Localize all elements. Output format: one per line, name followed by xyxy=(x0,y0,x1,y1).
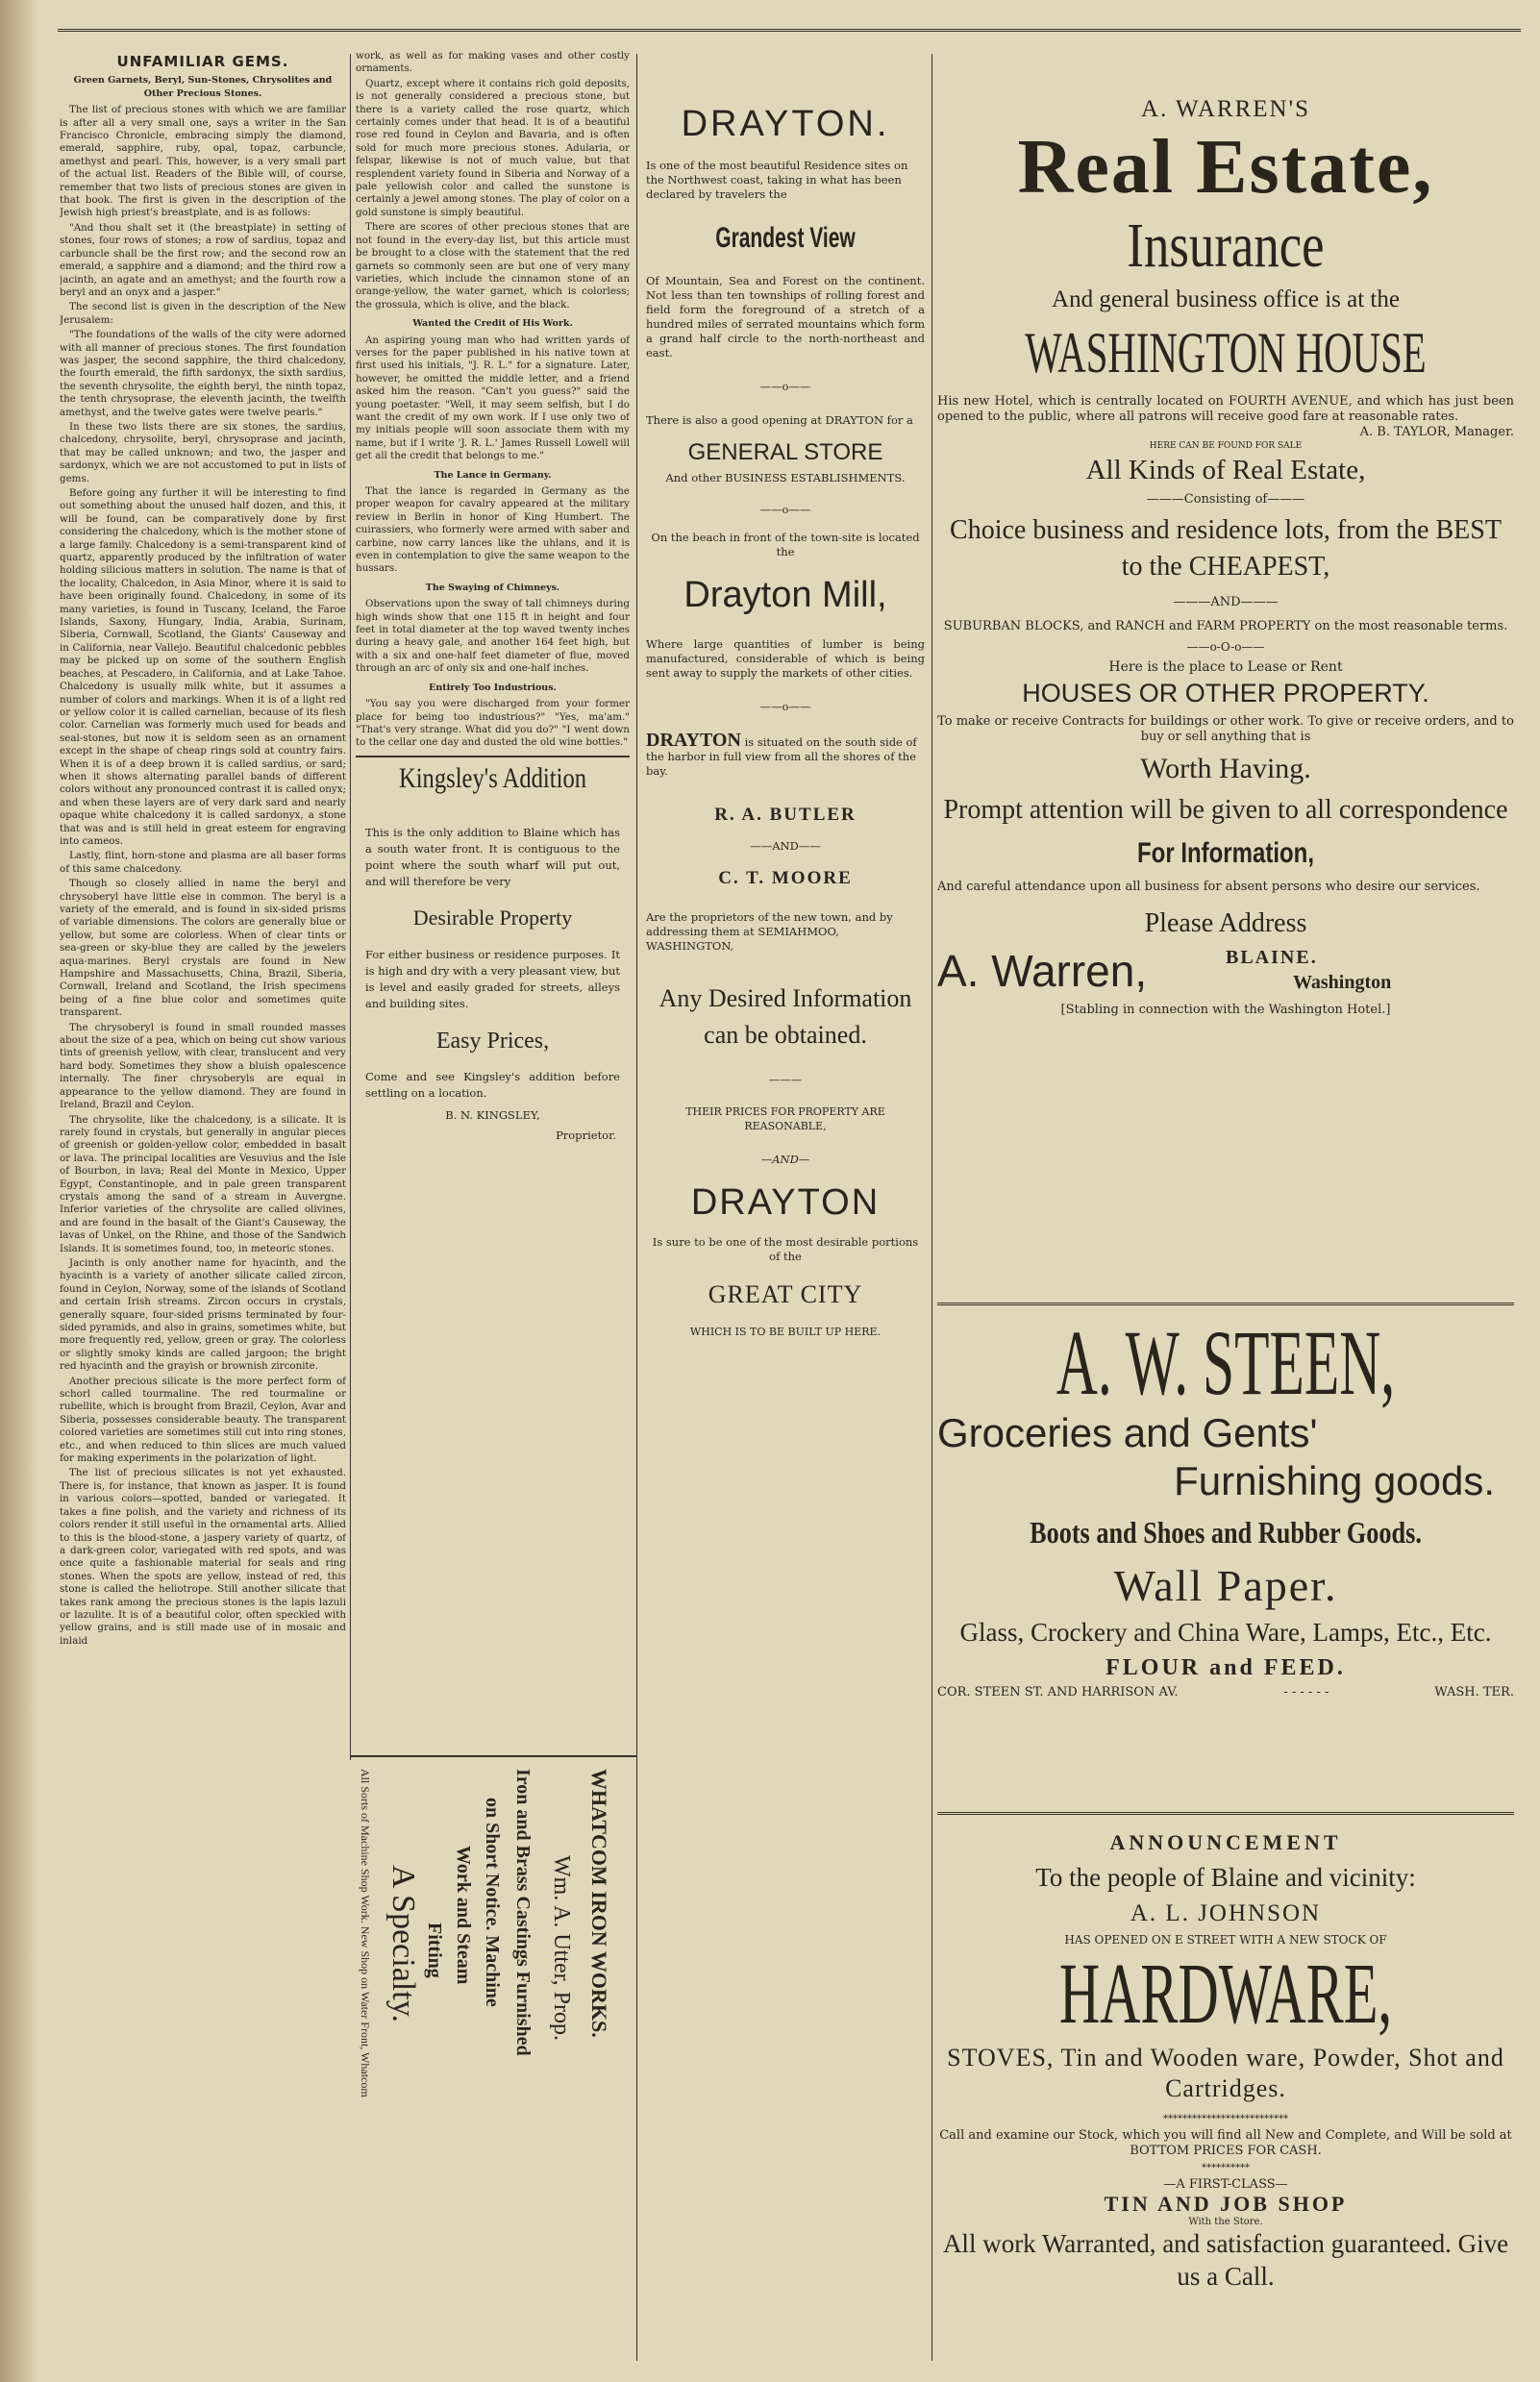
article-paragraph: "The foundations of the walls of the city were adorned with all manner of precious stones. The first foundation was jasper, the second sapphire, the third chalcedony, the fourth emerald, the fifth sardonyx, the sixth sardius, the seventh chrysolite, the eighth beryl, the ninth topaz, the tenth chrysoprase, the eleventh jacinth, the twelfth amethyst, and the twelve gates were twelve pearls." xyxy=(60,329,346,418)
and-separator: ——AND—— xyxy=(750,839,821,853)
warren-contracts: To make or receive Contracts for buildings or other work. To give or receive orders, and to buy or sell anything that is xyxy=(937,714,1514,744)
warren-houses: HOUSES OR OTHER PROPERTY. xyxy=(1022,679,1429,707)
kingsley-role: Proprietor. xyxy=(556,1128,616,1142)
column-rule-1 xyxy=(350,54,351,1760)
kingsley-desirable: Desirable Property xyxy=(412,905,573,930)
article-paragraph: The list of precious silicates is not yet exhausted. There is, for instance, that known as jasper. It is found in various colors—spotted, banded or variegated. It takes a fine polish, and the variety and richness of its colors render it still useful in the ornamental arts. Allied to this is the blood-stone, a jaspery variety of quartz, of a dark-green color, variegated with red spots, and was once quite a fashionable material for seals and ring stones. When the spots are yellow, instead of red, this stone is called the heliotrope. Still another silicate that takes rank among the precious stones is the lapis lazuli or lazulite. It is of a beautiful color, often speckled with yellow grains, and is still made use of in mosaic and inlaid xyxy=(60,1467,346,1647)
johnson-first-class: —A FIRST-CLASS— xyxy=(1163,2177,1288,2192)
drayton-proprietors: Are the proprietors of the new town, and by addressing them at SEMIAHMOO, WASHINGTON, xyxy=(646,910,893,953)
drayton-sure: Is sure to be one of the most desirable portions of the xyxy=(652,1235,919,1263)
warren-here: HERE CAN BE FOUND FOR SALE xyxy=(1149,441,1303,451)
article-paragraph: Before going any further it will be interesting to find out something about the unused half dozen, and this, it will be found, can be comparatively done by first considering the chalcedony, which is the mother stone of a large family. Chalcedony is a semi-transparent kind of quartz, apparently produced by the infiltration of water holding silicious matters in solution. The name is that of the locality, Chalcedon, in Asia Minor, where it is said to have been originally found. Chalcedony, in some of its many varieties, is found in Tuscany, Iceland, the Faroe Islands, Saxony, Hungary, India, Arabia, Surinam, Siberia, Cornwall, Scotland, the Giants' Causeway and in California, near Vallejo. Beautiful chalcedonic pebbles may be picked up on some of the southern English beaches, at Pescadero, in California, and at Lake Tahoe. Chalcedony is usually milk white, but it assumes a number of colors and markings. When it is of a light red or yellow color it is called carnelian, because of its flesh color. Carnelian was formerly much used for beads and seal-stones, but now it is seldom seen as an ornament except in the shape of cheap rings sold at country fairs. When it is of a deep brown it is called sardius, or sard; when it shows alternating parallel bands of different colors without any pronounced contrast it is called onyx; and when these layers are of very dark sard and nearly opaque white chalcedony it is called sardonyx, a stone that was and is still held in great esteem for engraving into cameos. xyxy=(60,487,346,847)
whatcom-fitting: Fitting xyxy=(424,1923,445,1978)
drayton-mill: Drayton Mill, xyxy=(683,575,887,615)
johnson-stoves: STOVES, Tin and Wooden ware, Powder, Shot and Cartridges. xyxy=(947,2044,1504,2102)
and-separator: —AND— xyxy=(760,1153,810,1166)
drayton-ad xyxy=(642,50,929,2367)
article-paragraph: The chrysolite, like the chalcedony, is a silicate. It is rarely found in crystals, but generally in angular pieces of greenish or golden-yellow color, embedded in basalt or lava. The principal localities are Vesuvius and the Isle of Bourbon, in lava; Real del Monte in Mexico, Upper Egypt, Constantinople, and in pale green transparent crystals among the sand of a stream in Auvergne. Inferior varieties of the chrysolite are called olivines, and are found in the basalt of the Giant's Causeway, the lavas of Unkel, on the Rhine, and those of the Sandwich Islands. It is sometimes found, too, in meteoric stones. xyxy=(60,1113,346,1254)
moore-name: C. T. MOORE xyxy=(718,868,853,888)
stars-rule: ********** xyxy=(1202,2163,1250,2173)
whatcom-footer: All Sorts of Machine Shop Work. New Shop on Water Front, Whatcom xyxy=(359,1769,372,2097)
warren-general: And general business office is at the xyxy=(1052,286,1400,312)
warren-hotel: His new Hotel, which is centrally located on FOURTH AVENUE, and which has just been opened to the public, where all patrons will receive good fare at reasonable rates. xyxy=(937,394,1514,424)
kingsley-name: B. N. KINGSLEY, xyxy=(445,1107,540,1122)
article-subtitle: Green Garnets, Beryl, Sun-Stones, Chrysolites and Other Precious Stones. xyxy=(73,75,333,99)
separator: ——o—— xyxy=(759,380,811,393)
warren-place: Here is the place to Lease or Rent xyxy=(1108,659,1343,675)
whatcom-castings: Iron and Brass Castings Furnished xyxy=(512,1769,534,2056)
article-paragraph: Lastly, flint, horn-stone and plasma are all baser forms of this same chalcedony. xyxy=(60,850,346,875)
drayton-other: And other BUSINESS ESTABLISHMENTS. xyxy=(665,471,906,484)
ad-rule xyxy=(937,1812,1514,1815)
warren-choice: Choice business and residence lots, from the BEST to the CHEAPEST, xyxy=(950,515,1502,582)
steen-wash-ter: WASH. TER. xyxy=(1434,1685,1514,1700)
warren-careful: And careful attendance upon all business for absent persons who desire our services. xyxy=(937,880,1480,894)
drayton-mountain: Of Mountain, Sea and Forest on the continent. Not less than ten townships of rolling forest and field form the foreground of a stretch of a hundred miles of serrated mountains which form a grand half circle to the north-northeast and east. xyxy=(646,274,925,360)
johnson-warranted: All work Warranted, and satisfaction guaranteed. Give us a Call. xyxy=(942,2229,1509,2291)
johnson-name: A. L. JOHNSON xyxy=(1130,1900,1322,1926)
article-heading-credit: Wanted the Credit of His Work. xyxy=(412,318,573,330)
kingsley-intro: This is the only addition to Blaine which has a south water front. It is contiguous to the point where the south wharf will put out, and will therefore be very xyxy=(365,825,620,888)
warren-washington-house: WASHINGTON HOUSE xyxy=(1025,321,1427,385)
drayton-opening: There is also a good opening at DRAYTON for a xyxy=(646,413,913,427)
page-binding-shadow xyxy=(0,0,38,2382)
top-border-rule xyxy=(58,29,1521,32)
warren-top: A. WARREN'S xyxy=(1140,96,1311,122)
and-separator: ———AND——— xyxy=(1173,595,1279,609)
kingsley-ad xyxy=(356,761,630,1144)
johnson-announcement: ANNOUNCEMENT xyxy=(1109,1830,1342,1854)
kingsley-easy-prices: Easy Prices, xyxy=(435,1028,550,1054)
drayton-general-store: GENERAL STORE xyxy=(687,439,883,465)
drayton-which: WHICH IS TO BE BUILT UP HERE. xyxy=(689,1326,882,1338)
kingsley-come: Come and see Kingsley's addition before settling on a location. xyxy=(365,1069,620,1100)
whatcom-iron-works-ad xyxy=(356,1759,630,2355)
steen-boots: Boots and Shoes and Rubber Goods. xyxy=(1030,1515,1422,1550)
whatcom-proprietor: Wm. A. Utter, Prop. xyxy=(549,1855,574,2042)
warren-suburban: SUBURBAN BLOCKS, and RANCH and FARM PROPERTY on the most reasonable terms. xyxy=(943,619,1508,633)
article-paragraph: Observations upon the sway of tall chimneys during high winds show that one 115 ft in height and four feet in total diameter at the top waved twenty inches during a heavy gale, and another 164 feet high, but with a six and one-half feet diameter of flue, moved through an arc of only six and one-half inches. xyxy=(356,598,630,675)
article-heading-lance: The Lance in Germany. xyxy=(434,469,552,481)
article-paragraph: Jacinth is only another name for hyacinth, and the hyacinth is a variety of another silicate called zircon, found in Ceylon, Norway, some of the islands of Scotland and certain Irish streams. Zircon occurs in crystals, generally square, four-sided prisms terminated by four-sided pyramids, and also in grains, sometimes white, but more frequently red, yellow, green or gray. The colorless or slightly smoky kinds are called jargoon; the bright red hyacinth and the grayish or brownish zirconite. xyxy=(60,1256,346,1373)
steen-wall-paper: Wall Paper. xyxy=(1113,1561,1338,1610)
warren-blaine: BLAINE. xyxy=(1226,947,1318,968)
steen-furnishing: Furnishing goods. xyxy=(1174,1458,1495,1503)
kingsley-title: Kingsley's Addition xyxy=(398,761,587,794)
drayton-any-info: Any Desired Information can be obtained. xyxy=(658,984,912,1049)
article-paragraph: Though so closely allied in name the beryl and chrysoberyl have little else in common. The beryl is a variety of the emerald, and is found in six-sided prisms of variable dimensions. The colors are generally blue or yellow, but some are colorless. When of clear tints or sea-green or sky-blue they are called by the jewelers aqua-marines. Beryl crystals are found in New Hampshire and Massachusetts, China, Brazil, Siberia, Cornwall, Ireland and Scotland, the Irish specimens being of a fine blue color and sometimes quite transparent. xyxy=(60,878,346,1019)
johnson-ad xyxy=(937,1830,1514,2293)
steen-groceries: Groceries and Gents' xyxy=(937,1410,1318,1455)
article-paragraph: That the lance is regarded in Germany as the proper weapon for cavalry appeared at the military review in Berlin in honor of King Humbert. The cuirassiers, who formerly were armed with saber and carbine, now carry lances like the uhlans, and it is even in contemplation to give the same weapon to the hussars. xyxy=(356,485,630,575)
article-paragraph: work, as well as for making vases and other costly ornaments. xyxy=(356,50,630,75)
drayton-title: DRAYTON. xyxy=(681,104,890,144)
warren-please: Please Address xyxy=(1144,908,1307,938)
warren-prompt: Prompt attention will be given to all correspondence xyxy=(943,795,1508,825)
article-paragraph: "And thou shalt set it (the breastplate) in setting of stones, four rows of stones; a row of sardius, topaz and carbuncle shall be the first row; and the second row an emerald, a sapphire and a diamond; and the third row a jacinth, an agate and an amethyst; and the fourth row a beryl and an onyx and a jasper." xyxy=(60,221,346,298)
kingsley-purposes: For either business or residence purposes. It is high and dry with a very pleasant view, but is level and easily graded for streets, alleys and building sites. xyxy=(365,947,621,1010)
separator: ——o—— xyxy=(759,503,811,516)
drayton-grandest-view: Grandest View xyxy=(715,222,856,254)
warren-insurance: Insurance xyxy=(1127,211,1325,281)
steen-address: COR. STEEN ST. AND HARRISON AV. xyxy=(937,1685,1179,1700)
article-title: UNFAMILIAR GEMS. xyxy=(116,53,289,70)
drayton-prices: THEIR PRICES FOR PROPERTY ARE REASONABLE, xyxy=(685,1105,885,1132)
johnson-to: To the people of Blaine and vicinity: xyxy=(1035,1863,1416,1892)
section-rule xyxy=(356,756,630,757)
warren-for-info: For Information, xyxy=(1137,837,1314,869)
johnson-with-store: With the Store. xyxy=(1188,2217,1263,2227)
whatcom-title: WHATCOM IRON WORKS. xyxy=(587,1769,611,2038)
article-heading-industrious: Entirely Too Industrious. xyxy=(429,682,557,693)
section-rule xyxy=(350,1755,636,1757)
steen-ad xyxy=(937,1311,1514,1812)
drayton-great-city: GREAT CITY xyxy=(708,1280,863,1308)
article-paragraph: Another precious silicate is the more perfect form of schorl called tourmaline. The red tourmaline or rubellite, which is brought from Brazil, Ceylon, Avar and Siberia, possesses considerable beauty. The transparent colored varieties are sometimes still cut into ring stones, etc., and when reduced to thin slices are much valued for making experiments in the polarization of light. xyxy=(60,1375,346,1465)
steen-dots: - - - - - - xyxy=(1283,1685,1329,1700)
article-heading-chimneys: The Swaying of Chimneys. xyxy=(425,582,560,593)
warren-ad xyxy=(937,96,1514,1303)
warren-washington: Washington xyxy=(1293,972,1392,993)
johnson-tin-shop: TIN AND JOB SHOP xyxy=(1104,2192,1348,2216)
whatcom-work: Work and Steam xyxy=(453,1846,474,1985)
article-paragraph: "You say you were discharged from your former place for being too industrious?" "Yes, ma'am." "That's very strange. What did you do?" "I went down to the cellar one day and dusted the old wine bottles." xyxy=(356,698,630,749)
article-unfamiliar-gems xyxy=(60,50,346,2367)
drayton-small-name: DRAYTON xyxy=(646,730,741,751)
rule: ——— xyxy=(768,1073,803,1086)
article-paragraph: The list of precious stones with which we are familiar is after all a very small one, says a writer in the San Francisco Chronicle, embracing simply the diamond, emerald, sapphire, ruby, opal, topaz, carbuncle, amethyst and pearl. This, however, is a very small part of the actual list. Readers of the Bible will, of course, remember that two lists of precious stones are given in that book. The first is given in the description of the Jewish high priest's breastplate, and is as follows: xyxy=(60,104,346,219)
article-paragraph: In these two lists there are six stones, the sardius, chalcedony, chrysolite, beryl, chrysoprase and jacinth, that may be called unknown; and two, the jasper and sardonyx, which we are not accustomed to put in lists of gems. xyxy=(60,420,346,484)
warren-manager: A. B. TAYLOR, Manager. xyxy=(1359,425,1514,439)
article-paragraph: An aspiring young man who had written yards of verses for the paper published in his native town at first used his initials, "J. R. L." for a signature. Later, however, he omitted the middle letter, and a friend asked him the reason. "Can't you guess?" said the young poetaster. "Well, it may seem selfish, but I do want the credit of my own work. If I use only two of my initials people will soon associate them with my name, but if I write 'J. R. L.' James Russell Lowell will get all the credit that belongs to me." xyxy=(356,334,630,462)
ad-rule xyxy=(937,1303,1514,1305)
warren-real-estate: Real Estate, xyxy=(1017,125,1434,210)
whatcom-notice: on Short Notice. Machine xyxy=(482,1798,503,2007)
article-paragraph: The second list is given in the description of the New Jerusalem: xyxy=(60,301,346,326)
warren-stabling: [Stabling in connection with the Washington Hotel.] xyxy=(1060,1003,1391,1017)
butler-name: R. A. BUTLER xyxy=(714,805,857,825)
warren-consisting: ———Consisting of——— xyxy=(1146,492,1305,507)
johnson-opened: HAS OPENED ON E STREET WITH A NEW STOCK OF xyxy=(1064,1933,1387,1947)
steen-flour: FLOUR and FEED. xyxy=(1105,1655,1346,1680)
johnson-call: Call and examine our Stock, which you will find all New and Complete, and Will be sold at BOTTOM PRICES FOR CASH. xyxy=(939,2128,1512,2158)
article-paragraph: The chrysoberyl is found in small rounded masses about the size of a pea, which on being cut show various tints of greenish yellow, with clear, translucent and very hard body. Sometimes they show a bluish opalescence internally. The finer chrysoberyls are equal in appearance to the yellow diamond. They are found in Ireland, Brazil and Ceylon. xyxy=(60,1021,346,1111)
drayton-intro: Is one of the most beautiful Residence sites on the Northwest coast, taking in what has been declared by travelers the xyxy=(646,159,908,201)
article-paragraph: Quartz, except where it contains rich gold deposits, is not generally considered a precious stone, but there is a variety called the rose quartz, which certainly comes under that head. It is of a beautiful rose red found in Ceylon and Bavaria, and is often sold for much more precious stones. Adularia, or felspar, likewise is not of much value, but that resplendent variety found in Siberia and Norway of a pale yellowish color and called the sunstone is certainly a jewel among stones. The play of color on a gold sunstone is simply beautiful. xyxy=(356,77,630,218)
drayton-situated: is situated on the south side of the harbor in full view from all the shores of the bay. xyxy=(646,735,917,778)
article-paragraph: There are scores of other precious stones that are not found in the every-day list, but this article must be brought to a close with the statement that the red garnets so commonly seen are but one of very many varieties, which include the cinnamon stone of an orange-yellow, the water garnet, which is colorless; the grossula, which is olive, and the black. xyxy=(356,221,630,310)
drayton-beach: On the beach in front of the town-site is located the xyxy=(651,531,920,558)
whatcom-specialty: A Specialty. xyxy=(385,1865,421,2022)
column-rule-3 xyxy=(931,54,932,2361)
column-two xyxy=(356,50,630,1751)
steen-name: A. W. STEEN, xyxy=(1056,1311,1396,1414)
drayton-lumber: Where large quantities of lumber is being manufactured, considerable of which is being sent away to supply the markets of other cities. xyxy=(646,637,925,680)
warren-all-kinds: All Kinds of Real Estate, xyxy=(1085,455,1366,485)
separator: ——o—— xyxy=(759,700,811,713)
steen-glass: Glass, Crockery and China Ware, Lamps, Etc., Etc. xyxy=(959,1618,1492,1647)
warren-worth: Worth Having. xyxy=(1140,753,1311,784)
drayton-name-2: DRAYTON xyxy=(690,1182,881,1223)
column-rule-2 xyxy=(636,54,637,2361)
ads-column xyxy=(937,58,1514,2365)
johnson-hardware: HARDWARE, xyxy=(1058,1947,1393,2042)
separator: ——o-O-o—— xyxy=(1186,640,1265,654)
warren-name: A. Warren, xyxy=(937,946,1148,996)
stars-rule: ************************** xyxy=(1163,2114,1288,2124)
